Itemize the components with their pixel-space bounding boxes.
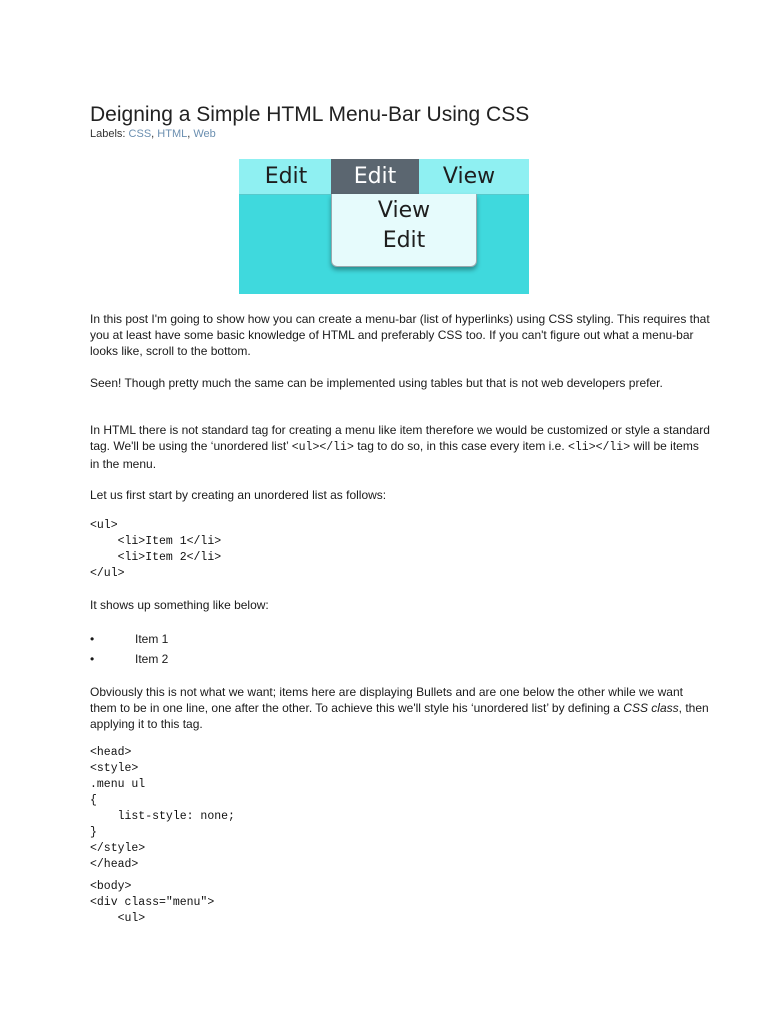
illustration-dropdown-item-edit: Edit [382, 228, 426, 253]
paragraph-text: Obviously this is not what we want; items here are displaying Bullets and are one below the other while we want them to be in one line, one after the other. To achieve this we'll style his ‘unordered list’ by defining a [90, 685, 683, 715]
list-item-label: Item 2 [135, 652, 169, 666]
bullet-icon: • [90, 632, 95, 646]
paragraph-text: tag to do so, in this case every item i.e. [357, 439, 565, 453]
inline-code-li: <li></li> [568, 441, 631, 454]
paragraph-shows-up: It shows up something like below: [90, 598, 269, 612]
code-block-unordered-list: <ul> <li>Item 1</li> <li>Item 2</li> </ul> [90, 519, 222, 580]
code-block-style: <head> <style> .menu ul { list-style: none; } </style> </head> [90, 746, 235, 871]
label-separator: , [151, 128, 155, 140]
bullet-icon: • [90, 652, 95, 666]
paragraph-html-tags [90, 422, 710, 472]
illustration-menu-item-edit: Edit [264, 164, 308, 189]
paragraph-obviously [90, 684, 710, 732]
menu-bar-illustration [239, 159, 529, 294]
illustration-menu-item-view: View [442, 164, 496, 189]
label-separator: , [187, 128, 191, 140]
label-link-html[interactable]: HTML [157, 128, 188, 140]
code-block-body: <body> <div class="menu"> <ul> [90, 880, 215, 925]
labels-prefix: Labels: [90, 128, 126, 140]
paragraph-text: will be items in the menu. [90, 439, 699, 471]
illustration-dropdown-item-view: View [377, 198, 431, 223]
post-labels [90, 128, 216, 140]
emphasis-css-class: CSS class [623, 701, 679, 715]
label-link-css[interactable]: CSS [128, 128, 152, 140]
post-title: Deigning a Simple HTML Menu-Bar Using CSS [90, 103, 530, 126]
paragraph-first-start: Let us first start by creating an unordered list as follows: [90, 488, 387, 502]
paragraph-text: In HTML there is not standard tag for creating a menu like item therefore we would be customized or style a standard tag. We'll be using the ‘unordered list’ [90, 423, 710, 453]
illustration-dropdown [331, 194, 477, 267]
paragraph-intro: In this post I'm going to show how you can create a menu-bar (list of hyperlinks) using CSS styling. This requires that you at least have some basic knowledge of HTML and preferably CSS too. If you can't figure out what a menu-bar looks like, scroll to the bottom. [90, 312, 710, 358]
inline-code-ul: <ul></li> [291, 441, 354, 454]
list-item-label: Item 1 [135, 632, 169, 646]
label-link-web[interactable]: Web [193, 128, 216, 140]
paragraph-text: , then applying it to this tag. [90, 701, 709, 731]
paragraph-seen: Seen! Though pretty much the same can be implemented using tables but that is not web developers prefer. [90, 376, 663, 390]
illustration-menu-item-edit-active: Edit [331, 159, 419, 194]
